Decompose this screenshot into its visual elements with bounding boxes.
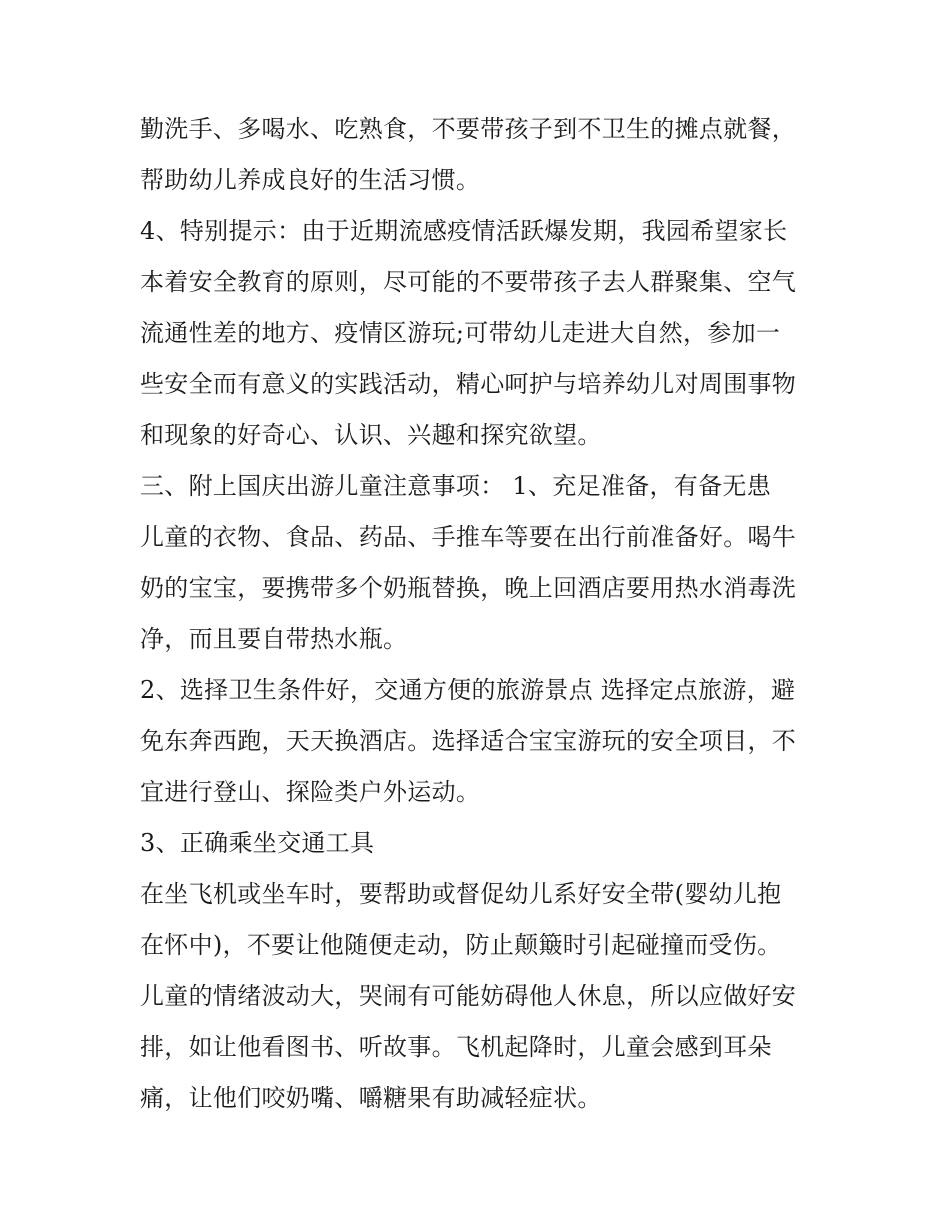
text-line: 在怀中)，不要让他随便走动，防止颠簸时引起碰撞而受伤。 [140,931,782,959]
text-line: 痛，让他们咬奶嘴、嚼糖果有助减轻症状。 [140,1084,602,1112]
body-text [140,104,830,1124]
text-line: 净，而且要自带热水瓶。 [140,625,408,653]
text-line: 勤洗手、多喝水、吃熟食，不要带孩子到不卫生的摊点就餐， [140,115,797,143]
text-line: 和现象的好奇心、认识、兴趣和探究欲望。 [140,421,602,449]
text-line: 在坐飞机或坐车时，要帮助或督促幼儿系好安全带(婴幼儿抱 [140,880,782,908]
text-line: 4、特别提示：由于近期流感疫情活跃爆发期，我园希望家长 [140,217,788,245]
text-line: 宜进行登山、探险类户外运动。 [140,778,481,806]
text-line: 3、正确乘坐交通工具 [140,829,375,857]
text-line: 免东奔西跑，天天换酒店。选择适合宝宝游玩的安全项目，不 [140,727,797,755]
text-line: 帮助幼儿养成良好的生活习惯。 [140,166,481,194]
text-line: 儿童的情绪波动大，哭闹有可能妨碍他人休息，所以应做好安 [140,982,797,1010]
text-line: 儿童的衣物、食品、药品、手推车等要在出行前准备好。喝牛 [140,523,797,551]
text-line: 2、选择卫生条件好，交通方便的旅游景点 选择定点旅游，避 [140,676,796,704]
text-line: 些安全而有意义的实践活动，精心呵护与培养幼儿对周围事物 [140,370,797,398]
text-line: 流通性差的地方、疫情区游玩;可带幼儿走进大自然，参加一 [140,319,781,347]
text-line: 三、附上国庆出游儿童注意事项： 1、充足准备，有备无患 [140,472,771,500]
text-line: 排，如让他看图书、听故事。飞机起降时，儿童会感到耳朵 [140,1033,772,1061]
text-line: 本着安全教育的原则，尽可能的不要带孩子去人群聚集、空气 [140,268,797,296]
text-line: 奶的宝宝，要携带多个奶瓶替换，晚上回酒店要用热水消毒洗 [140,574,797,602]
